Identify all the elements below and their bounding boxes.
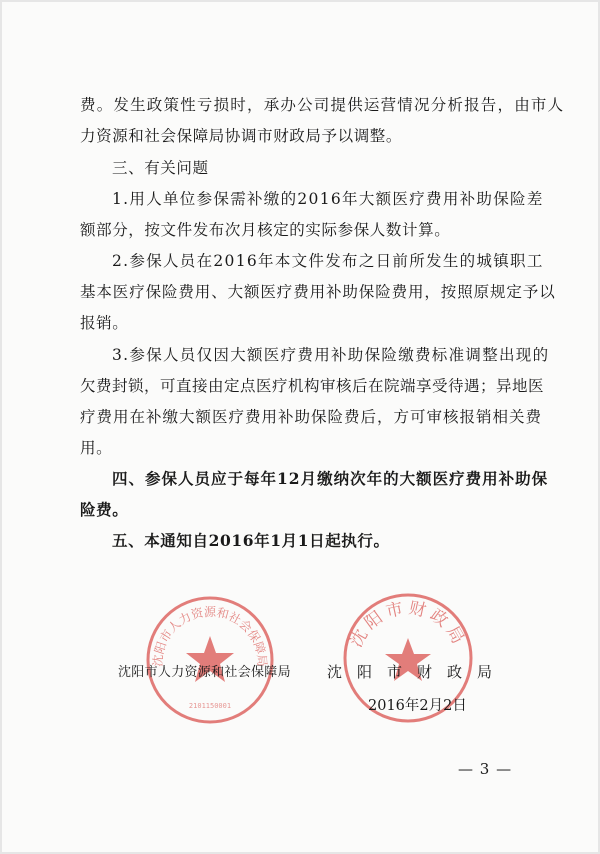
section-heading-4: 四、参保人员应于每年12月缴纳次年的大额医疗费用补助保 bbox=[112, 469, 549, 488]
signature-right-finance-bureau: 沈 阳 市 财 政 局 bbox=[327, 663, 493, 681]
text-line-5: 额部分，按文件发布次月核定的实际参保人数计算。 bbox=[80, 221, 451, 239]
line-1-text: 费。发生政策性亏损时，承办公司提供运营情况分析报告，由市人 bbox=[80, 96, 565, 114]
left-seal-number: 2101150001 bbox=[188, 702, 232, 710]
left-seal-text: 沈阳市人力资源和社会保障局 bbox=[150, 605, 270, 668]
page-number: — 3 — bbox=[458, 760, 513, 778]
left-official-seal bbox=[140, 590, 280, 730]
right-seal-text: 沈阳市财政局 bbox=[346, 598, 470, 651]
text-line-1 bbox=[80, 95, 565, 115]
text-line-11: 疗费用在补缴大额医疗费用补助保险费后，方可审核报销相关费 bbox=[80, 408, 543, 426]
section-heading-5: 五、本通知自2016年1月1日起执行。 bbox=[112, 531, 390, 550]
text-line-8: 报销。 bbox=[80, 314, 129, 332]
text-line-12: 用。 bbox=[80, 439, 113, 457]
section-heading-4-cont: 险费。 bbox=[80, 500, 129, 519]
text-line-10: 欠费封锁，可直接由定点医疗机构审核后在院端享受待遇；异地医 bbox=[80, 377, 545, 395]
text-line-9: 3.参保人员仅因大额医疗费用补助保险缴费标准调整出现的 bbox=[112, 346, 550, 364]
text-line-6: 2.参保人员在2016年本文件发布之日前所发生的城镇职工 bbox=[112, 252, 544, 270]
signature-left-hrss-bureau: 沈阳市人力资源和社会保障局 bbox=[118, 665, 291, 680]
section-heading-3: 三、有关问题 bbox=[112, 159, 209, 177]
text-line-7: 基本医疗保险费用、大额医疗费用补助保险费用，按照原规定予以 bbox=[80, 283, 556, 301]
document-date: 2016年2月2日 bbox=[368, 698, 467, 714]
text-line-4: 1.用人单位参保需补缴的2016年大额医疗费用补助保险差 bbox=[112, 190, 544, 208]
text-line-2: 力资源和社会保障局协调市财政局予以调整。 bbox=[80, 127, 403, 145]
